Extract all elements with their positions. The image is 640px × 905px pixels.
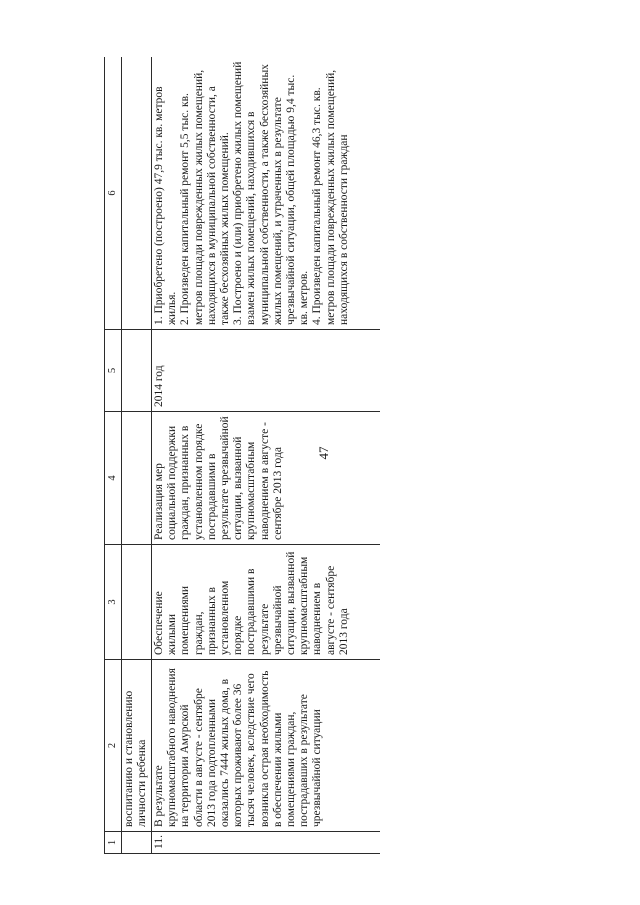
problem-cell: В результате крупномасштабного наводнения на территории Амурской области в августе - сентябре 2013 года подтопленными оказались 7444 жилых дома, в которых проживают более 36 тысяч человек, вследствие чего возникла острая необходимость в обеспечении жилыми помещениями граждан, пострадавших в результате чрезвычайной ситуации: [152, 660, 381, 832]
row-number: 11.: [152, 832, 381, 854]
continuation-text: воспитанию и становлению личности ребенка: [122, 660, 152, 832]
column-header-4: 4: [105, 412, 122, 545]
result-item-1: 1. Приобретено (построено) 47,9 тыс. кв. метров жилья.: [153, 86, 179, 325]
rotated-table-area: [104, 57, 380, 854]
continuation-cell-5: [122, 330, 152, 412]
table-row: [152, 57, 381, 854]
continuation-cell-4: [122, 412, 152, 545]
continuation-cell-3: [122, 545, 152, 660]
results-cell: [152, 57, 381, 330]
continuation-cell-1: [122, 832, 152, 854]
result-item-3: 3. Построено и (или) приобретено жилых помещений взамен жилых помещений, находившихся в муниципальной собственности, а также бесхозяйных жилых помещений, и утраченных в результате чрезвычайной ситуации, общей площадью 9,4 тыс. кв. метров.: [232, 61, 311, 325]
column-header-3: 3: [105, 545, 122, 660]
goal-cell: Обеспечение жилыми помещениями граждан, признанных в установленном порядке пострадавшими в результате чрезвычайной ситуации, вызванной крупномасштабным наводнением в августе - сентябре 2013 года: [152, 545, 381, 660]
continuation-cell-6: [122, 57, 152, 330]
period-cell: 2014 год: [152, 330, 381, 412]
column-header-2: 2: [105, 660, 122, 832]
program-table: [104, 57, 380, 854]
measure-cell: Реализация мер социальной поддержки граждан, признанных в установленном порядке пострадавшими в результате чрезвычайной ситуации, вызванной крупномасштабным наводнением в августе - сентябре 2013 года: [152, 412, 381, 545]
page-number: 47: [316, 446, 331, 460]
result-item-2: 2. Произведен капитальный ремонт 5,5 тыс. кв. метров площади поврежденных жилых помещений, находящихся в муниципальной собственности, а также бесхозяйных жилых помещений.: [179, 69, 232, 325]
column-header-6: 6: [105, 57, 122, 330]
column-header-5: 5: [105, 330, 122, 412]
column-header-1: 1: [105, 832, 122, 854]
continuation-row: [122, 57, 152, 854]
column-number-row: [105, 57, 122, 854]
result-item-4: 4. Произведен капитальный ремонт 46,3 тыс. кв. метров площади поврежденных жилых помещений, находящихся в собственности граждан: [311, 69, 350, 325]
table-canvas: [104, 57, 380, 854]
